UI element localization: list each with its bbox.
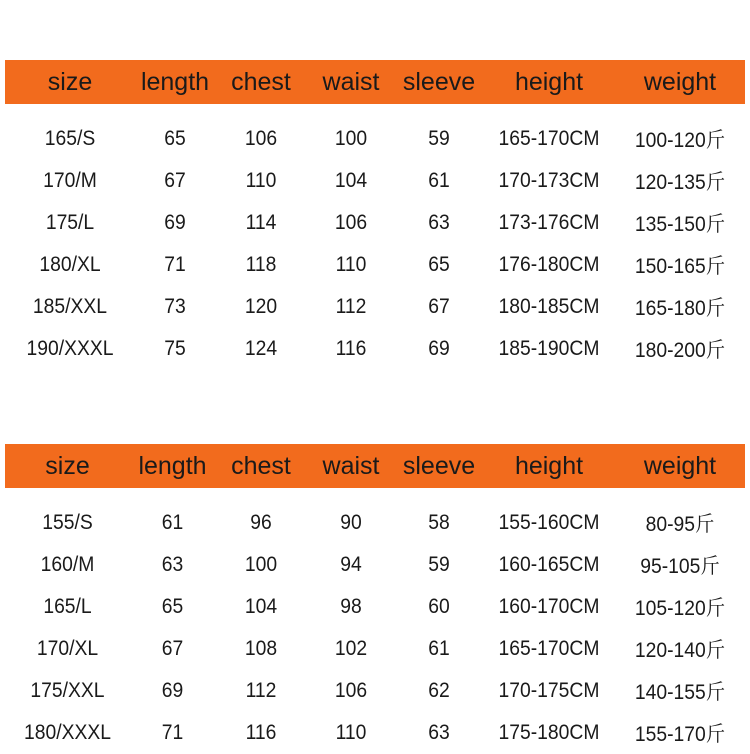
cell-length: 67 bbox=[161, 637, 184, 660]
table-row bbox=[5, 544, 745, 586]
header-chest: chest bbox=[231, 67, 291, 96]
cell-waist: 106 bbox=[334, 211, 368, 234]
table-body bbox=[5, 104, 745, 370]
cell-sleeve: 63 bbox=[428, 211, 450, 234]
header-waist: waist bbox=[322, 67, 380, 96]
cell-weight: 135-150斤 bbox=[634, 213, 726, 236]
cell-chest: 96 bbox=[250, 511, 272, 534]
cell-chest: 110 bbox=[245, 169, 277, 192]
cell-height: 165-170CM bbox=[498, 127, 600, 150]
table-body bbox=[5, 488, 745, 754]
cell-length: 67 bbox=[164, 169, 186, 192]
header-length: length bbox=[140, 67, 210, 96]
table-row bbox=[5, 670, 745, 712]
cell-height: 175-180CM bbox=[498, 721, 600, 744]
cell-waist: 102 bbox=[334, 637, 368, 660]
size-table-men bbox=[5, 60, 745, 370]
cell-height: 185-190CM bbox=[498, 337, 600, 360]
cell-length: 65 bbox=[164, 127, 186, 150]
table-row bbox=[5, 160, 745, 202]
cell-weight: 95-105斤 bbox=[640, 555, 720, 578]
cell-chest: 112 bbox=[245, 679, 277, 702]
cell-weight: 150-165斤 bbox=[634, 255, 726, 278]
cell-waist: 90 bbox=[340, 511, 362, 534]
table-row bbox=[5, 328, 745, 370]
table-row bbox=[5, 118, 745, 160]
header-weight: weight bbox=[643, 67, 717, 96]
cell-size: 190/XXXL bbox=[26, 337, 114, 360]
cell-sleeve: 60 bbox=[428, 595, 450, 618]
cell-weight: 180-200斤 bbox=[634, 339, 726, 362]
cell-weight: 120-135斤 bbox=[634, 171, 726, 194]
cell-size: 170/M bbox=[43, 169, 97, 192]
size-table-women bbox=[5, 444, 745, 754]
header-size: size bbox=[47, 67, 93, 96]
header-length: length bbox=[138, 451, 207, 480]
cell-sleeve: 65 bbox=[428, 253, 450, 276]
cell-chest: 118 bbox=[245, 253, 277, 276]
cell-sleeve: 62 bbox=[428, 679, 450, 702]
cell-sleeve: 61 bbox=[428, 169, 450, 192]
cell-size: 175/L bbox=[45, 211, 95, 234]
cell-sleeve: 63 bbox=[428, 721, 450, 744]
cell-size: 160/M bbox=[40, 553, 95, 576]
cell-length: 65 bbox=[161, 595, 184, 618]
table-row bbox=[5, 712, 745, 754]
header-sleeve: sleeve bbox=[402, 67, 476, 96]
header-height: height bbox=[514, 67, 584, 96]
cell-chest: 100 bbox=[244, 553, 278, 576]
cell-size: 180/XL bbox=[39, 253, 101, 276]
cell-sleeve: 67 bbox=[428, 295, 450, 318]
cell-chest: 120 bbox=[244, 295, 278, 318]
cell-weight: 155-170斤 bbox=[634, 723, 726, 746]
cell-chest: 114 bbox=[245, 211, 277, 234]
cell-sleeve: 59 bbox=[428, 127, 450, 150]
cell-length: 71 bbox=[161, 721, 184, 744]
header-weight: weight bbox=[643, 451, 717, 480]
cell-waist: 100 bbox=[334, 127, 368, 150]
cell-length: 69 bbox=[161, 679, 184, 702]
cell-chest: 116 bbox=[245, 721, 277, 744]
cell-weight: 120-140斤 bbox=[634, 639, 726, 662]
header-sleeve: sleeve bbox=[402, 451, 476, 480]
cell-chest: 104 bbox=[244, 595, 278, 618]
cell-chest: 124 bbox=[244, 337, 278, 360]
header-height: height bbox=[514, 451, 584, 480]
cell-length: 73 bbox=[164, 295, 186, 318]
cell-weight: 100-120斤 bbox=[634, 129, 726, 152]
cell-waist: 110 bbox=[335, 253, 367, 276]
cell-size: 185/XXL bbox=[32, 295, 108, 318]
cell-length: 63 bbox=[161, 553, 184, 576]
cell-length: 69 bbox=[164, 211, 186, 234]
cell-length: 71 bbox=[164, 253, 186, 276]
cell-height: 173-176CM bbox=[498, 211, 600, 234]
cell-weight: 165-180斤 bbox=[634, 297, 726, 320]
cell-chest: 108 bbox=[244, 637, 278, 660]
cell-waist: 98 bbox=[340, 595, 362, 618]
cell-waist: 110 bbox=[335, 721, 367, 744]
table-header bbox=[5, 444, 745, 488]
cell-size: 155/S bbox=[42, 511, 93, 534]
header-chest: chest bbox=[231, 451, 291, 480]
cell-size: 175/XXL bbox=[30, 679, 105, 702]
cell-height: 160-165CM bbox=[498, 553, 600, 576]
cell-sleeve: 59 bbox=[428, 553, 450, 576]
cell-height: 155-160CM bbox=[498, 511, 600, 534]
table-row bbox=[5, 286, 745, 328]
cell-size: 165/L bbox=[43, 595, 92, 618]
cell-height: 170-173CM bbox=[498, 169, 600, 192]
cell-weight: 105-120斤 bbox=[634, 597, 726, 620]
cell-waist: 104 bbox=[334, 169, 368, 192]
table-row bbox=[5, 586, 745, 628]
header-size: size bbox=[45, 451, 90, 480]
cell-waist: 94 bbox=[340, 553, 362, 576]
cell-weight: 140-155斤 bbox=[634, 681, 726, 704]
cell-size: 170/XL bbox=[36, 637, 99, 660]
cell-sleeve: 58 bbox=[428, 511, 450, 534]
cell-chest: 106 bbox=[244, 127, 278, 150]
table-row bbox=[5, 502, 745, 544]
cell-weight: 80-95斤 bbox=[645, 513, 715, 536]
cell-height: 180-185CM bbox=[498, 295, 600, 318]
cell-waist: 106 bbox=[334, 679, 368, 702]
cell-height: 160-170CM bbox=[498, 595, 600, 618]
header-waist: waist bbox=[322, 451, 380, 480]
cell-size: 165/S bbox=[44, 127, 96, 150]
table-row bbox=[5, 202, 745, 244]
cell-sleeve: 61 bbox=[428, 637, 450, 660]
table-row bbox=[5, 244, 745, 286]
cell-waist: 116 bbox=[335, 337, 367, 360]
cell-sleeve: 69 bbox=[428, 337, 450, 360]
cell-length: 75 bbox=[164, 337, 186, 360]
cell-height: 176-180CM bbox=[498, 253, 600, 276]
cell-height: 165-170CM bbox=[498, 637, 600, 660]
table-row bbox=[5, 628, 745, 670]
cell-height: 170-175CM bbox=[498, 679, 600, 702]
cell-waist: 112 bbox=[335, 295, 367, 318]
cell-size: 180/XXXL bbox=[23, 721, 111, 744]
table-header bbox=[5, 60, 745, 104]
cell-length: 61 bbox=[161, 511, 184, 534]
